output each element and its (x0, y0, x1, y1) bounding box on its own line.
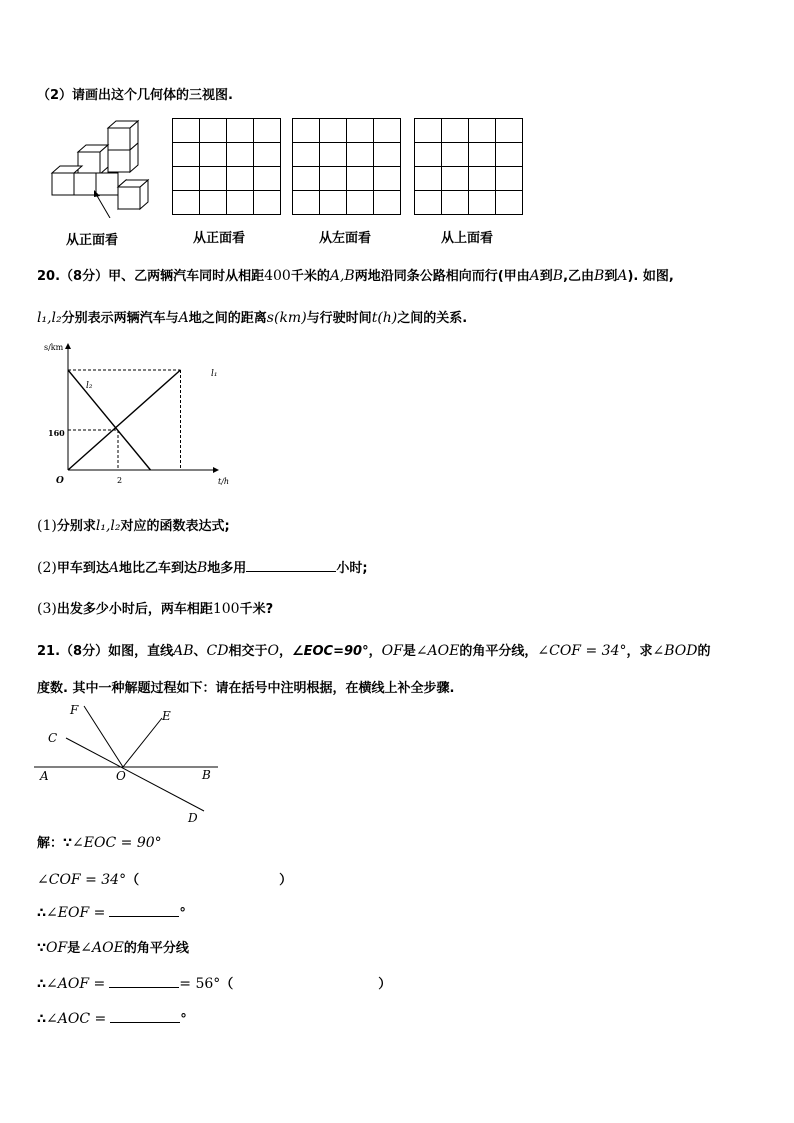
sol-line5-blank[interactable] (109, 975, 179, 988)
sol-line6-blank[interactable] (110, 1010, 180, 1023)
top-view-label: 从上面看 (441, 231, 494, 246)
sol-line5: ∴∠AOF = = 56°（ ） (37, 976, 392, 992)
svg-text:O: O (116, 769, 126, 783)
cube-figure (48, 118, 153, 218)
l2-label: l₂ (86, 381, 93, 391)
q20-number: 20.（8分） (37, 269, 109, 284)
l1-label: l₁ (211, 369, 218, 379)
q21-figure (30, 700, 230, 825)
front-view-label: 从正面看 (193, 231, 246, 246)
svg-text:F: F (70, 703, 79, 717)
svg-text:E: E (162, 709, 171, 723)
q20-sub3: (3)出发多少小时后，两车相距100千米? (37, 601, 274, 617)
q20-sub2-blank[interactable] (246, 559, 336, 572)
x-tick-label: 2 (117, 476, 123, 485)
sol-line3-blank[interactable] (109, 904, 179, 917)
series-line-l2 (68, 370, 151, 470)
front-view-grid[interactable] (172, 118, 282, 216)
y-axis-label: s/km (44, 343, 64, 352)
q20-line2: l₁,l₂分别表示两辆汽车与A地之间的距离s(km)与行驶时间t(h)之间的关系. (37, 310, 468, 326)
q21-line2: 度数. 其中一种解题过程如下：请在括号中注明根据，在横线上补全步骤. (37, 681, 455, 696)
top-view-grid[interactable] (414, 118, 524, 216)
line-cd (66, 738, 204, 811)
sol-line2: ∠COF = 34°（ ） (37, 872, 293, 888)
series-line-l1 (68, 370, 181, 470)
sol-line4: ∵OF是∠AOE的角平分线 (37, 940, 189, 956)
q20-sub1: (1)分别求l₁,l₂对应的函数表达式; (37, 518, 230, 534)
q21-number: 21.（8分） (37, 644, 109, 659)
sol-line1: 解：∵∠EOC = 90° (37, 835, 162, 851)
left-view-label: 从左面看 (319, 231, 372, 246)
svg-text:C: C (48, 731, 58, 745)
cube-figure-caption: 从正面看 (66, 233, 119, 248)
left-view-grid[interactable] (292, 118, 402, 216)
y-tick-label: 160 (48, 428, 65, 438)
q21-line1: 21.（8分）如图，直线AB、CD相交于O，∠EOC=90°，OF是∠AOE的角平分线，∠COF = 34°，求∠BOD的 (37, 643, 711, 659)
q20-graph (40, 338, 240, 488)
svg-text:B: B (202, 768, 211, 782)
x-axis-label: t/h (218, 477, 230, 486)
origin-label: O (56, 476, 64, 486)
svg-text:A: A (40, 769, 49, 783)
sol-line6: ∴∠AOC = ° (37, 1011, 187, 1027)
svg-text:D: D (188, 811, 198, 825)
q20-sub2: (2)甲车到达A地比乙车到达B地多用 小时; (37, 560, 368, 576)
ray-oe (123, 718, 162, 767)
q20-line1: 20.（8分）甲、乙两辆汽车同时从相距400千米的A,B两地沿同条公路相向而行(甲由A到B,乙由B到A). 如图, (37, 268, 674, 284)
sol-line3: ∴∠EOF = ° (37, 905, 186, 921)
part2-prompt: （2）请画出这个几何体的三视图. (37, 88, 233, 103)
